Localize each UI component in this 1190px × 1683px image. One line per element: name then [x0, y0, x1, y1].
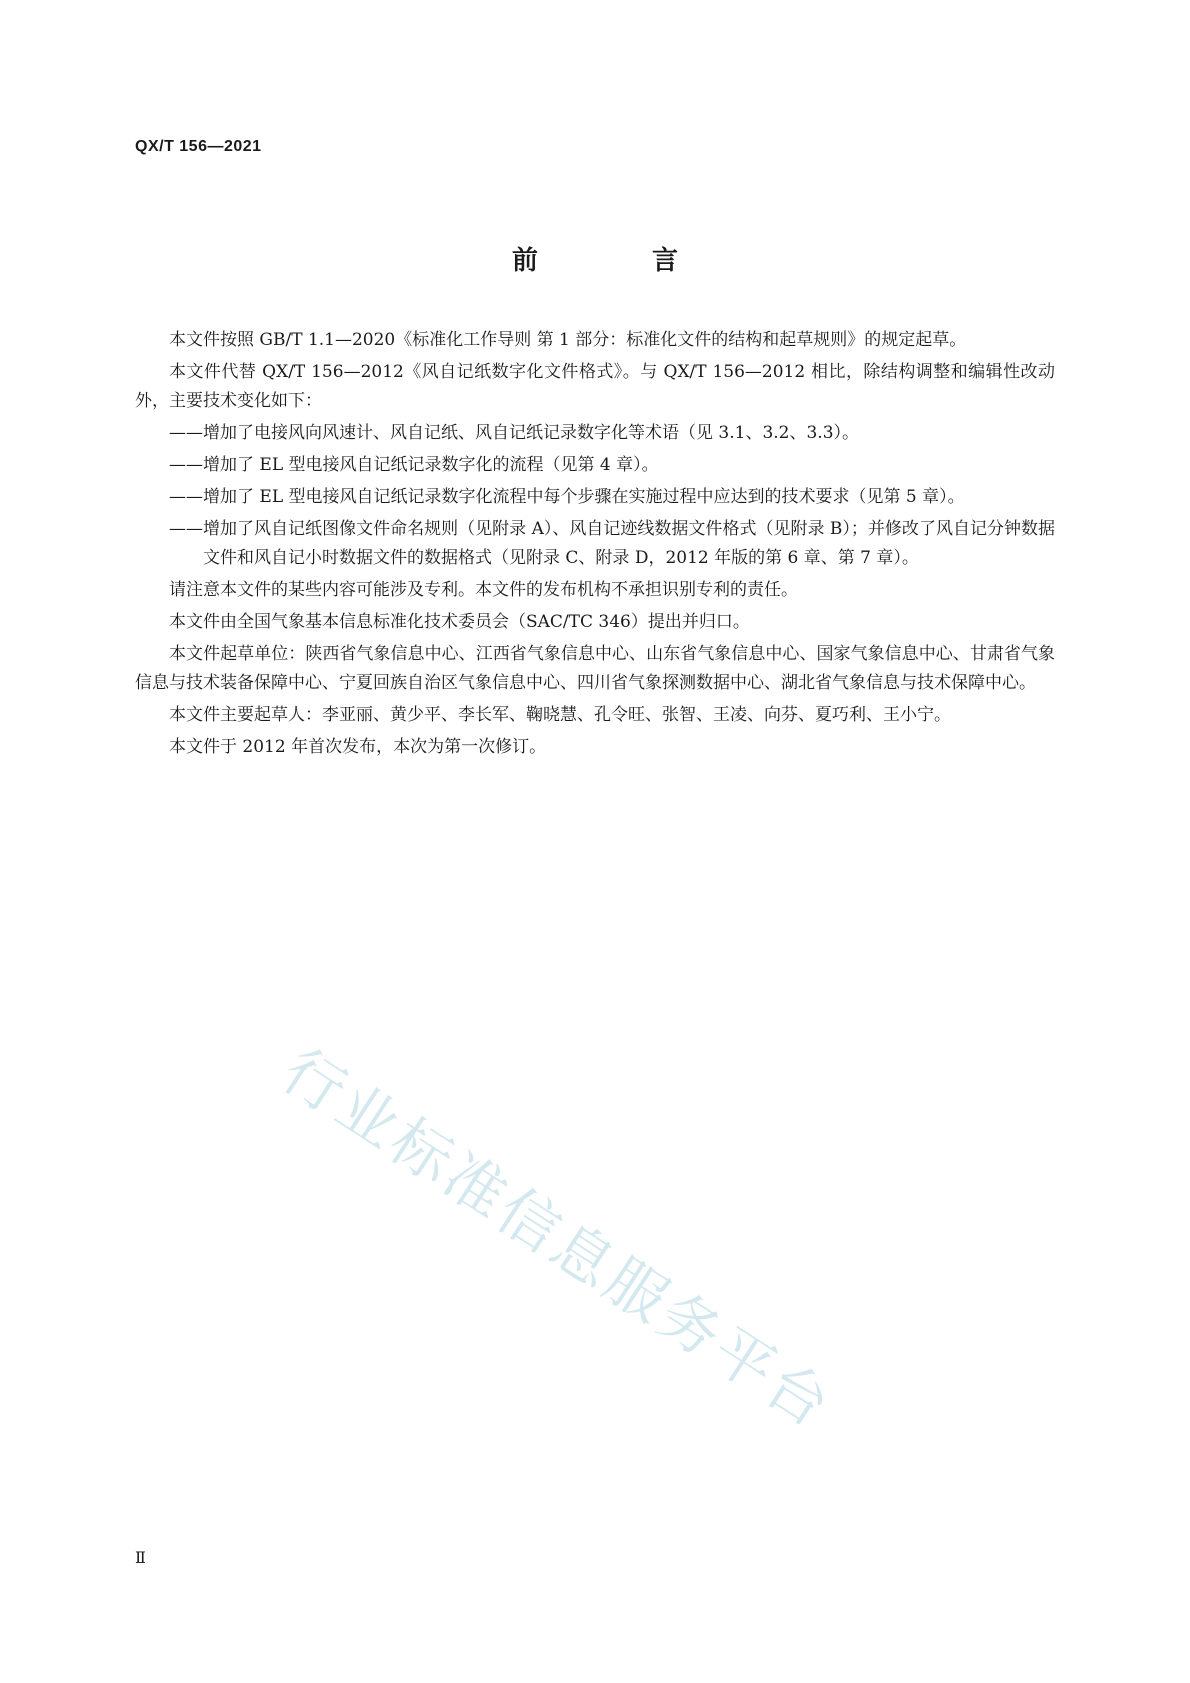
paragraph-patent-notice: 请注意本文件的某些内容可能涉及专利。本文件的发布机构不承担识别专利的责任。: [169, 580, 798, 600]
page-number: Ⅱ: [135, 1548, 146, 1567]
watermark: 行业标准信息服务平台: [269, 1035, 845, 1444]
paragraph-drafting-units: 本文件起草单位：陕西省气象信息中心、江西省气象信息中心、山东省气象信息中心、国家气象信息中心、甘肃省气象信息与技术装备保障中心、宁夏回族自治区气象信息中心、四川省气象探测数据中心、湖北省气象信息与技术保障中心。: [135, 644, 1055, 693]
foreword-body: [135, 326, 1055, 765]
change-item: ——增加了风自记纸图像文件命名规则（见附录 A）、风自记迹线数据文件格式（见附录 B）；并修改了风自记分钟数据文件和风自记小时数据文件的数据格式（见附录 C、附录 D，2012 年版的第 6 章、第 7 章）。: [169, 519, 1055, 568]
paragraph-proposer: 本文件由全国气象基本信息标准化技术委员会（SAC/TC 346）提出并归口。: [169, 612, 750, 632]
paragraph-replacement: 本文件代替 QX/T 156—2012《风自记纸数字化文件格式》。与 QX/T 156—2012 相比，除结构调整和编辑性改动外，主要技术变化如下：: [135, 362, 1055, 411]
change-item: ——增加了 EL 型电接风自记纸记录数字化的流程（见第 4 章）。: [169, 455, 659, 475]
paragraph-history: 本文件于 2012 年首次发布，本次为第一次修订。: [169, 737, 547, 757]
paragraph-drafting-basis: 本文件按照 GB/T 1.1—2020《标准化工作导则 第 1 部分：标准化文件的结构和起草规则》的规定起草。: [169, 330, 967, 350]
document-code: QX/T 156—2021: [135, 138, 262, 155]
change-item: ——增加了电接风向风速计、风自记纸、风自记纸记录数字化等术语（见 3.1、3.2、3.3）。: [169, 423, 860, 443]
change-item: ——增加了 EL 型电接风自记纸记录数字化流程中每个步骤在实施过程中应达到的技术要求（见第 5 章）。: [169, 487, 965, 507]
paragraph-drafters: 本文件主要起草人：李亚丽、黄少平、李长军、鞠晓慧、孔令旺、张智、王凌、向芬、夏巧利、王小宁。: [169, 705, 951, 725]
page-title: 前 言: [511, 246, 722, 276]
